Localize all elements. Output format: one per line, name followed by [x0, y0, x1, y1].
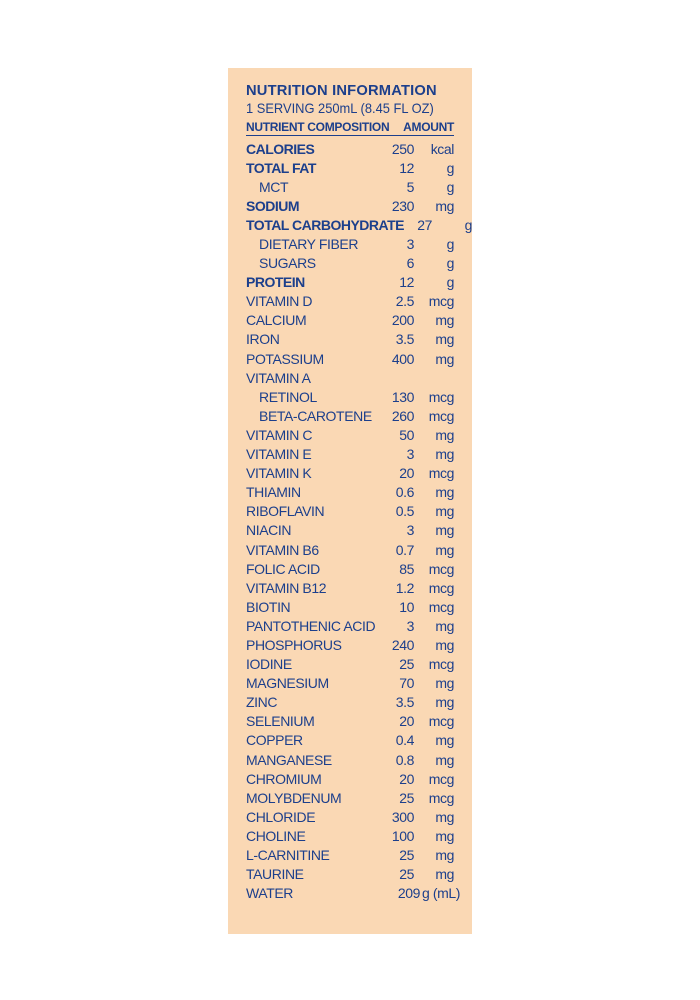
nutrient-amount: 250 — [391, 140, 414, 157]
nutrient-amount: 230 — [391, 197, 414, 214]
nutrient-amount: 25 — [399, 847, 414, 864]
nutrient-list — [246, 139, 472, 903]
nutrient-name: TAURINE — [246, 866, 304, 883]
serving-size: 1 SERVING 250mL (8.45 FL OZ) — [246, 100, 434, 116]
nutrient-name: VITAMIN C — [246, 426, 313, 443]
nutrient-name: MOLYBDENUM — [246, 789, 342, 806]
nutrient-name: CHLORIDE — [246, 808, 316, 825]
table-row — [246, 750, 454, 769]
nutrient-name: WATER — [246, 885, 293, 902]
nutrient-name: POTASSIUM — [246, 350, 324, 367]
nutrient-unit: mg — [435, 675, 454, 692]
table-row — [246, 387, 454, 406]
label-title: NUTRITION INFORMATION — [246, 82, 437, 99]
nutrient-name: VITAMIN E — [246, 446, 312, 463]
nutrient-amount: 0.7 — [395, 541, 414, 558]
table-row — [246, 731, 454, 750]
nutrient-name: VITAMIN B6 — [246, 541, 319, 558]
nutrient-amount: 100 — [391, 827, 414, 844]
nutrient-name: DIETARY FIBER — [259, 236, 359, 253]
nutrient-name: SODIUM — [246, 197, 299, 214]
nutrient-name: PHOSPHORUS — [246, 636, 342, 653]
nutrient-amount: 70 — [399, 675, 414, 692]
table-row — [246, 540, 454, 559]
nutrient-name: MANGANESE — [246, 751, 332, 768]
nutrient-amount: 3 — [406, 617, 414, 634]
nutrient-unit: mg — [435, 197, 454, 214]
table-row — [246, 521, 454, 540]
nutrient-unit: g — [446, 159, 454, 176]
nutrient-name: CALORIES — [246, 140, 315, 157]
nutrient-name: RETINOL — [259, 388, 317, 405]
table-row — [246, 674, 454, 693]
header-amount: AMOUNT — [403, 120, 454, 134]
nutrient-unit: mcg — [428, 560, 454, 577]
table-row — [246, 826, 454, 845]
nutrient-unit: mcg — [428, 293, 454, 310]
nutrient-amount: 12 — [399, 159, 414, 176]
nutrition-label-panel — [228, 68, 472, 934]
table-row — [246, 292, 454, 311]
nutrient-unit: mg — [435, 694, 454, 711]
nutrient-amount: 3.5 — [395, 331, 414, 348]
nutrient-unit: g — [446, 236, 454, 253]
nutrient-amount: 1.2 — [395, 579, 414, 596]
table-row — [246, 254, 454, 273]
nutrient-name: VITAMIN A — [246, 369, 311, 386]
nutrient-amount: 25 — [399, 866, 414, 883]
table-row — [246, 597, 454, 616]
nutrient-amount: 3 — [406, 236, 414, 253]
table-row — [246, 884, 461, 903]
nutrient-unit: mcg — [428, 407, 454, 424]
nutrient-amount: 3 — [406, 522, 414, 539]
nutrient-unit: mg — [435, 503, 454, 520]
table-row — [246, 635, 454, 654]
nutrient-unit: mg — [435, 617, 454, 634]
table-row — [246, 425, 454, 444]
nutrient-amount: 85 — [399, 560, 414, 577]
table-row — [246, 807, 454, 826]
table-row — [246, 559, 454, 578]
nutrient-unit: mg — [435, 808, 454, 825]
nutrient-name: COPPER — [246, 732, 303, 749]
table-row — [246, 215, 472, 234]
table-header — [246, 119, 454, 136]
table-row — [246, 273, 454, 292]
nutrient-unit: g — [446, 255, 454, 272]
nutrient-name: MAGNESIUM — [246, 675, 329, 692]
nutrient-unit: mg — [435, 732, 454, 749]
nutrient-amount: 50 — [399, 426, 414, 443]
nutrient-amount: 0.6 — [395, 484, 414, 501]
nutrient-amount: 300 — [391, 808, 414, 825]
nutrient-amount: 0.4 — [395, 732, 414, 749]
nutrient-name: RIBOFLAVIN — [246, 503, 325, 520]
table-row — [246, 865, 454, 884]
header-nutrient-composition: NUTRIENT COMPOSITION — [246, 120, 390, 134]
table-row — [246, 139, 454, 158]
nutrient-unit: mcg — [428, 770, 454, 787]
nutrient-amount: 209 — [397, 885, 420, 902]
nutrient-name: TOTAL FAT — [246, 159, 316, 176]
nutrient-name: BIOTIN — [246, 598, 291, 615]
nutrient-unit: mcg — [428, 789, 454, 806]
nutrient-name: VITAMIN K — [246, 465, 312, 482]
nutrient-name: IRON — [246, 331, 280, 348]
table-row — [246, 769, 454, 788]
nutrient-unit: mcg — [428, 465, 454, 482]
table-row — [246, 234, 454, 253]
nutrient-unit: g (mL) — [422, 885, 461, 902]
table-row — [246, 311, 454, 330]
nutrient-unit: mcg — [428, 713, 454, 730]
table-row — [246, 158, 454, 177]
nutrient-amount: 20 — [399, 465, 414, 482]
nutrient-name: PANTOTHENIC ACID — [246, 617, 376, 634]
nutrient-name: L-CARNITINE — [246, 847, 330, 864]
nutrient-unit: mcg — [428, 598, 454, 615]
nutrient-unit: mg — [435, 446, 454, 463]
nutrient-amount: 130 — [391, 388, 414, 405]
nutrient-name: VITAMIN D — [246, 293, 313, 310]
nutrient-amount: 3 — [406, 446, 414, 463]
table-row — [246, 445, 454, 464]
table-row — [246, 502, 454, 521]
nutrient-amount: 0.8 — [395, 751, 414, 768]
nutrient-unit: mg — [435, 751, 454, 768]
nutrient-name: SUGARS — [259, 255, 316, 272]
nutrient-name: TOTAL CARBOHYDRATE — [246, 216, 404, 233]
nutrient-amount: 200 — [391, 312, 414, 329]
table-row — [246, 464, 454, 483]
nutrient-unit: mg — [435, 350, 454, 367]
table-row — [246, 693, 454, 712]
nutrient-unit: mg — [435, 636, 454, 653]
table-row — [246, 177, 454, 196]
nutrient-unit: mg — [435, 484, 454, 501]
nutrient-amount: 400 — [391, 350, 414, 367]
nutrient-amount: 20 — [399, 770, 414, 787]
nutrient-name: ZINC — [246, 694, 278, 711]
nutrient-name: MCT — [259, 178, 289, 195]
table-row — [246, 483, 454, 502]
nutrient-unit: g — [464, 216, 472, 233]
nutrient-unit: mcg — [428, 579, 454, 596]
nutrient-amount: 260 — [391, 407, 414, 424]
nutrient-unit: mg — [435, 312, 454, 329]
nutrient-unit: g — [446, 274, 454, 291]
nutrient-name: FOLIC ACID — [246, 560, 320, 577]
nutrient-amount: 20 — [399, 713, 414, 730]
table-row — [246, 368, 454, 387]
table-row — [246, 196, 454, 215]
nutrient-unit: kcal — [430, 140, 454, 157]
nutrient-unit: mg — [435, 522, 454, 539]
nutrient-unit: mg — [435, 541, 454, 558]
nutrient-unit: mg — [435, 847, 454, 864]
table-row — [246, 788, 454, 807]
nutrient-amount: 240 — [391, 636, 414, 653]
nutrient-name: IODINE — [246, 656, 292, 673]
nutrient-amount: 27 — [417, 216, 432, 233]
nutrient-amount: 10 — [399, 598, 414, 615]
nutrient-amount: 25 — [399, 656, 414, 673]
nutrient-name: THIAMIN — [246, 484, 301, 501]
nutrient-amount: 25 — [399, 789, 414, 806]
nutrient-name: SELENIUM — [246, 713, 315, 730]
nutrient-name: CHOLINE — [246, 827, 306, 844]
nutrient-name: NIACIN — [246, 522, 292, 539]
nutrient-name: CHROMIUM — [246, 770, 322, 787]
nutrient-name: PROTEIN — [246, 274, 305, 291]
table-row — [246, 406, 454, 425]
table-row — [246, 349, 454, 368]
nutrient-unit: mcg — [428, 656, 454, 673]
nutrient-amount: 3.5 — [395, 694, 414, 711]
nutrient-amount: 12 — [399, 274, 414, 291]
nutrient-amount: 0.5 — [395, 503, 414, 520]
table-row — [246, 330, 454, 349]
table-row — [246, 712, 454, 731]
nutrient-amount: 5 — [406, 178, 414, 195]
nutrient-name: VITAMIN B12 — [246, 579, 327, 596]
table-row — [246, 616, 454, 635]
table-row — [246, 655, 454, 674]
table-row — [246, 578, 454, 597]
nutrient-amount: 2.5 — [395, 293, 414, 310]
nutrient-unit: mg — [435, 426, 454, 443]
nutrient-unit: mg — [435, 331, 454, 348]
nutrient-amount: 6 — [406, 255, 414, 272]
nutrient-unit: mg — [435, 866, 454, 883]
nutrient-unit: g — [446, 178, 454, 195]
nutrient-name: CALCIUM — [246, 312, 307, 329]
nutrient-unit: mg — [435, 827, 454, 844]
nutrient-unit: mcg — [428, 388, 454, 405]
table-row — [246, 845, 454, 864]
nutrient-name: BETA-CAROTENE — [259, 407, 372, 424]
